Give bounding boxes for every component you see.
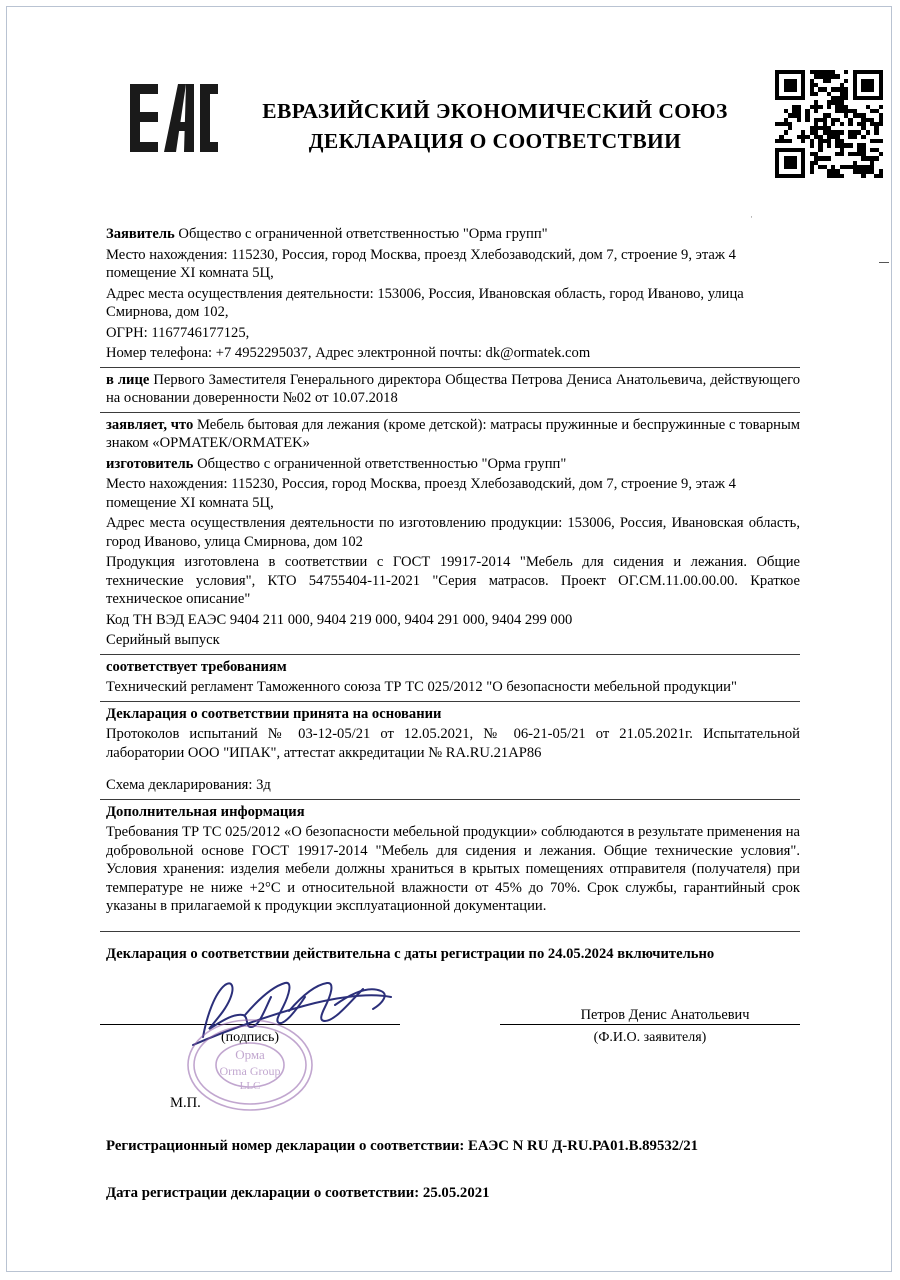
signer-caption: (Ф.И.О. заявителя) [593,1030,707,1045]
manufacturer-line [100,454,800,475]
document-body [100,224,800,934]
basis-label: Декларация о соответствии принята на основании [106,705,442,722]
margin-tick [879,262,889,263]
declarant-ogrn: ОГРН: 1167746177125, [106,324,250,341]
divider-5 [100,799,800,800]
signature-row [100,986,800,1045]
divider-4 [100,701,800,702]
declares-label: заявляет, что [106,416,194,433]
representative-label: в лице [106,371,150,388]
divider-3 [100,654,800,655]
declarant-location: Место нахождения: 115230, Россия, город Москва, проезд Хлебозаводский, дом 7, строение 9, этаж 4 помещение XI комната 5Ц, [106,246,736,281]
eac-mark-icon [128,82,220,154]
manufacturer-name: Общество с ограниченной ответственностью "Орма групп" [197,455,567,472]
qr-code-icon [775,70,883,178]
divider-1 [100,367,800,368]
mp-label: М.П. [170,1095,201,1111]
conformity-text: Технический регламент Таможенного союза ТР ТС 025/2012 "О безопасности мебельной продукции" [106,679,737,695]
validity-line: Декларация о соответствии действительна с даты регистрации по 24.05.2024 включительно [106,946,715,962]
manufacturer-label: изготовитель [106,455,194,472]
registration-date: Дата регистрации декларации о соответствии: 25.05.2021 [106,1185,490,1201]
manufacturer-tnved: Код ТН ВЭД ЕАЭС 9404 211 000, 9404 219 000, 9404 291 000, 9404 299 000 [106,611,573,628]
divider-6 [100,931,800,932]
scheme-text: Схема декларирования: 3д [106,777,271,793]
document-footer [100,945,800,1045]
declares-line [100,415,800,454]
signer-name: Петров Денис Анатольевич [580,1007,750,1023]
declarant-line [100,224,800,245]
stamp-line-3: LLC [239,1080,261,1092]
document-header [0,62,900,182]
stamp-line-2: Orma Group [219,1064,281,1078]
signature-line-left [100,1024,400,1025]
title-line-2: ДЕКЛАРАЦИЯ О СООТВЕТСТВИИ [308,129,682,153]
representative-text: Первого Заместителя Генерального директора Общества Петрова Дениса Анатольевича, действующего на основании доверенности №02 от 10.07.2018 [106,371,800,406]
manufacturer-location: Место нахождения: 115230, Россия, город Москва, проезд Хлебозаводский, дом 7, строение 9, этаж 4 помещение XI комната 5Ц, [106,476,736,511]
declarant-contacts: Номер телефона: +7 4952295037, Адрес электронной почты: dk@ormatek.com [106,345,591,361]
additional-text: Требования ТР ТС 025/2012 «О безопасности мебельной продукции» соблюдаются в результате применения на добровольной основе ГОСТ 19917-2014 "Мебель для сидения и лежания. Общие технические условия". Условия хранения: изделия мебели должны храниться в крытых помещениях отправителя (получателя) при температуре не ниже +2°С и относительной влажности от 45% до 70%. Срок службы, гарантийный срок указаны в прилагаемой к продукции эксплуатационной документации. [106,824,800,914]
manufacturer-standards: Продукция изготовлена в соответствии с ГОСТ 19917-2014 "Мебель для сидения и лежания. Общие технические условия", КТО 54755404-11-2021 "Серия матрасов. Проект ОГ.СМ.11.00.00.00. Краткое техническое описание" [106,554,800,607]
basis-text: Протоколов испытаний № 03-12-05/21 от 12.05.2021, № 06-21-05/21 от 21.05.2021г. Испытательной лаборатории ООО "ИПАК", аттестат аккредитации № RA.RU.21АР86 [106,726,800,761]
declarant-activity-address: Адрес места осуществления деятельности: 153006, Россия, Ивановская область, город Иваново, улица Смирнова, дом 102, [106,285,744,320]
declarant-name: Общество с ограниченной ответственностью "Орма групп" [178,226,548,242]
title-line-1: ЕВРАЗИЙСКИЙ ЭКОНОМИЧЕСКИЙ СОЮЗ [262,99,728,123]
signature-caption: (подпись) [220,1030,280,1045]
declares-text: Мебель бытовая для лежания (кроме детской): матрасы пружинные и беспружинные с товарным знаком «ОРМАТЕК/ORMATEK» [106,416,800,451]
stamp-line-1: Орма [235,1047,265,1062]
divider-2 [100,412,800,413]
document-title [230,96,760,156]
registration-number: Регистрационный номер декларации о соответствии: ЕАЭС N RU Д-RU.РА01.В.89532/21 [106,1138,699,1154]
conformity-label: соответствует требованиям [106,658,287,675]
signature-line-right [500,1024,800,1025]
declarant-label: Заявитель [106,226,175,242]
manufacturer-production-address: Адрес места осуществления деятельности по изготовлению продукции: 153006, Россия, Ивановская область, город Иваново, улица Смирнова, дом 102 [106,515,800,550]
manufacturer-release: Серийный выпуск [106,632,220,648]
scan-artifact: · [750,212,753,222]
additional-label: Дополнительная информация [106,803,305,820]
representative-line [100,370,800,409]
